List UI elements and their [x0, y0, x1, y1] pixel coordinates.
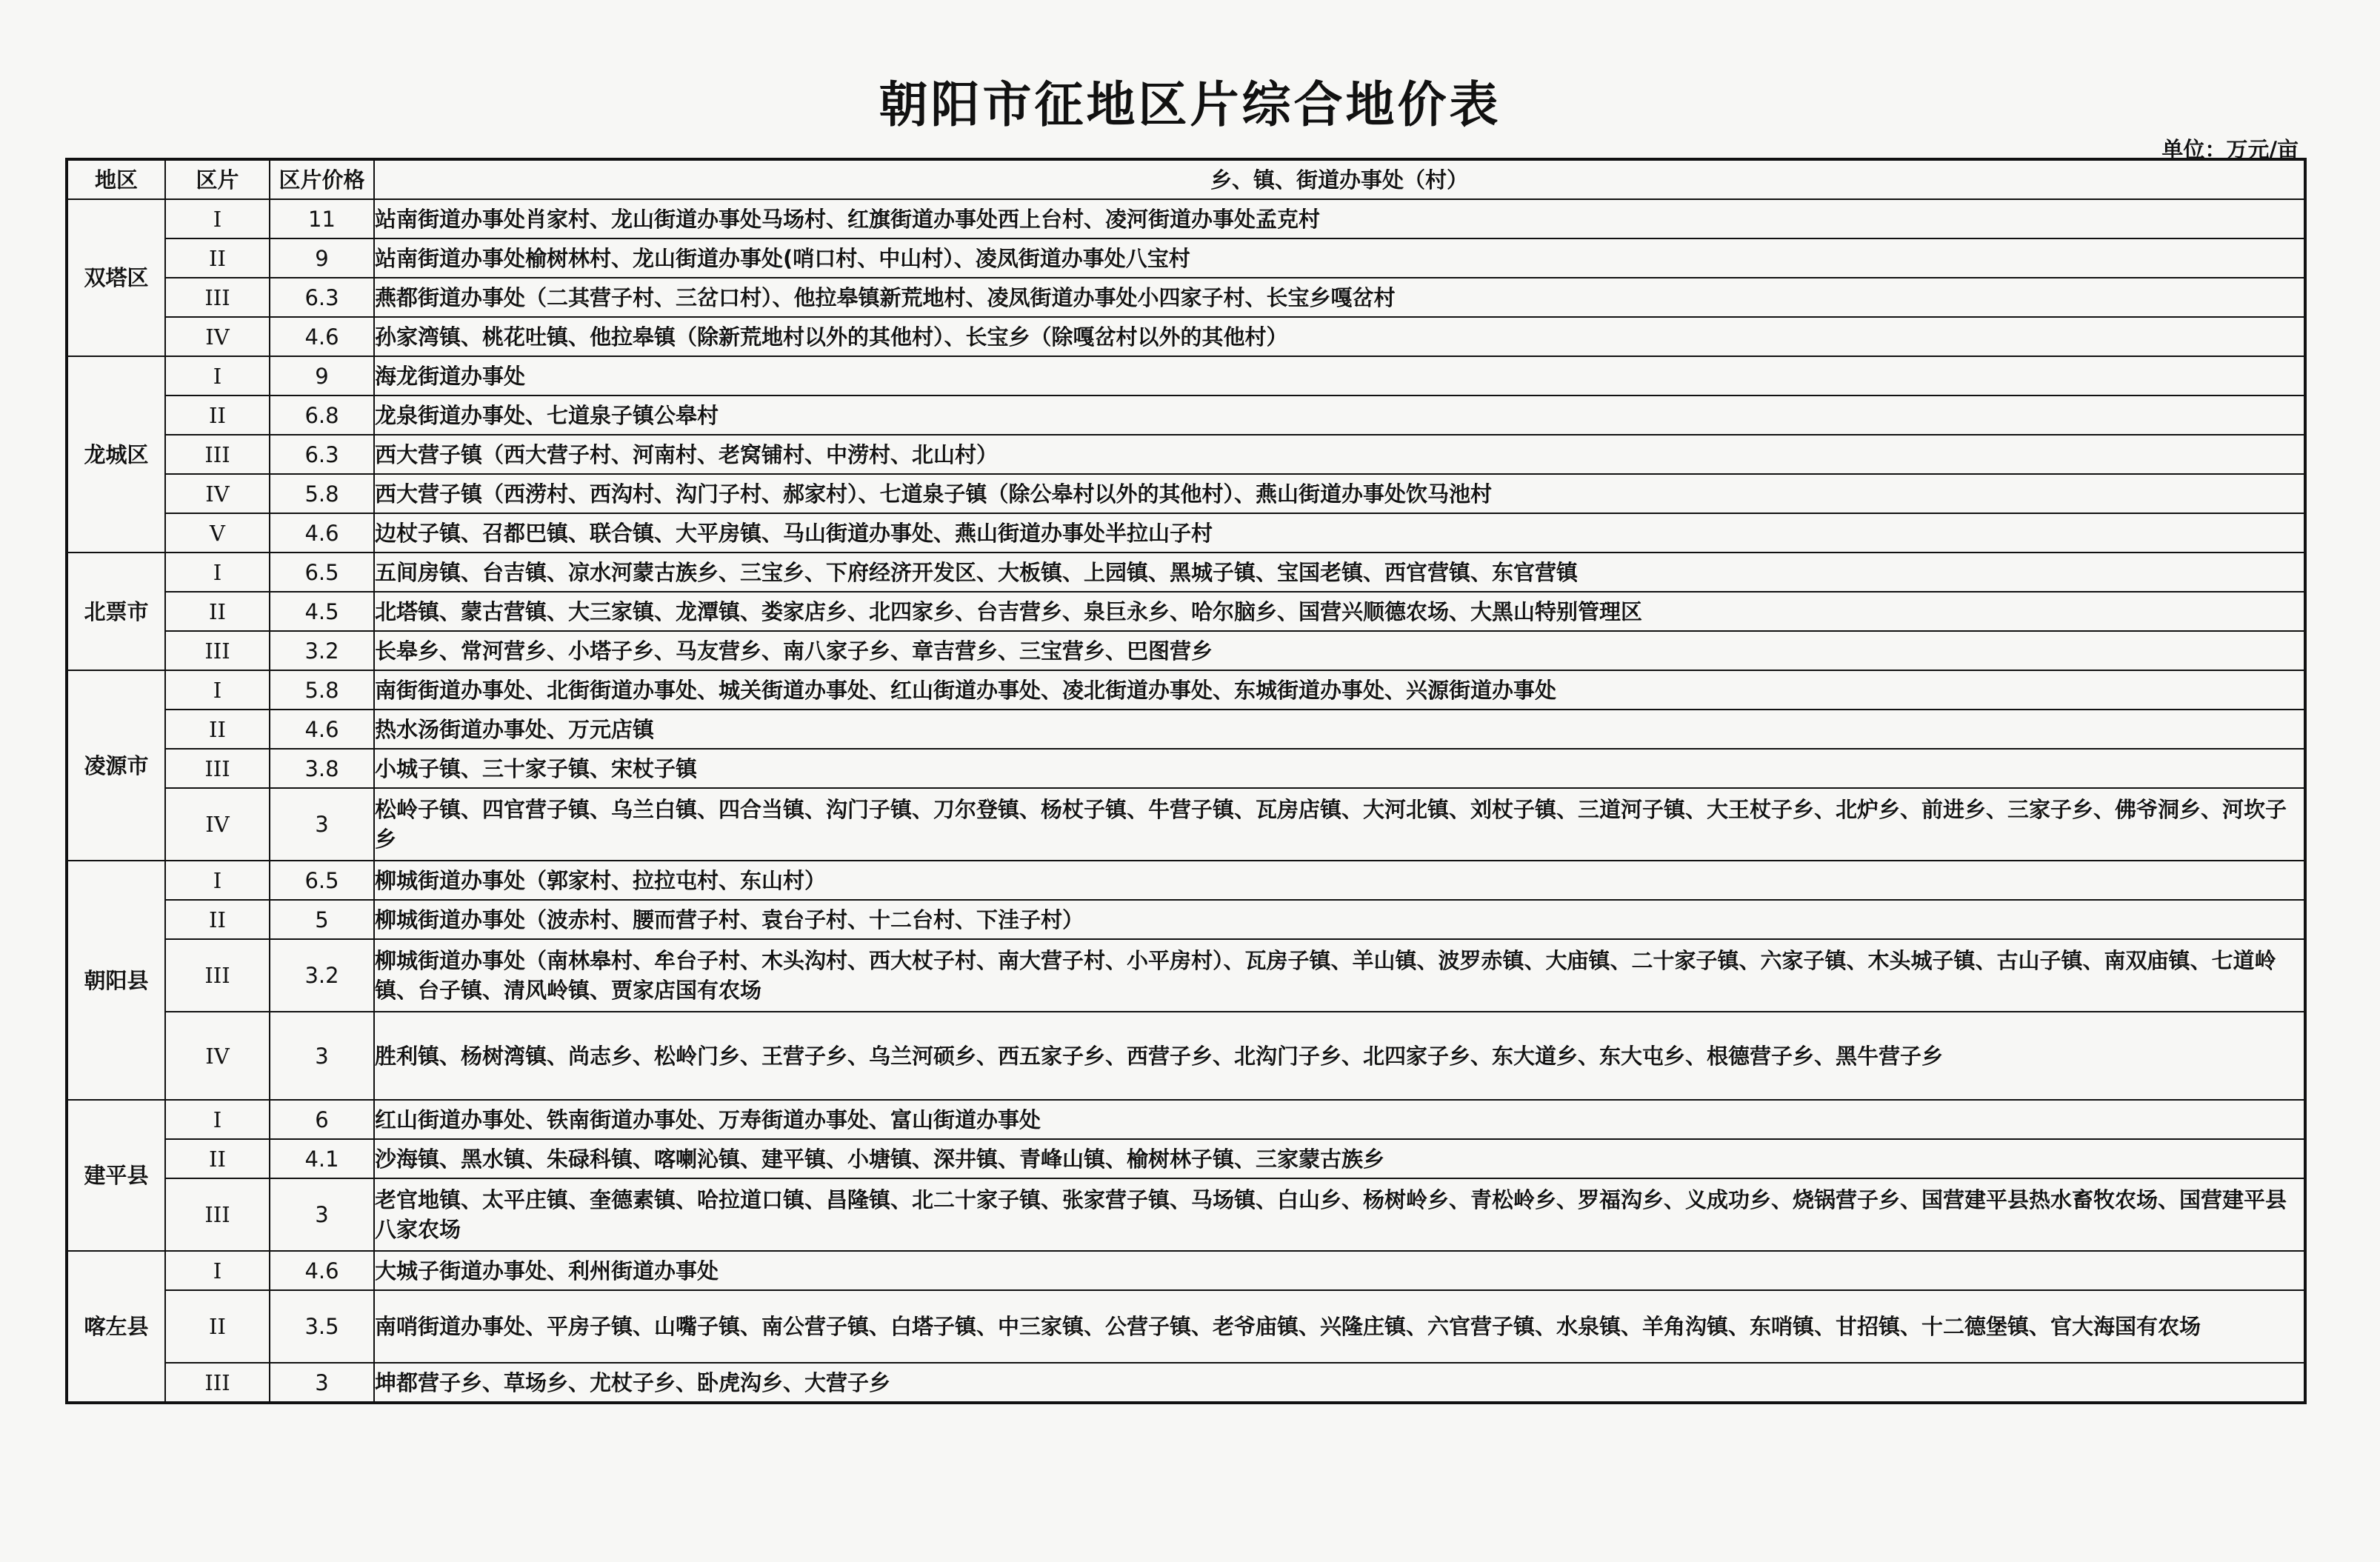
region-name: 朝阳县	[67, 861, 165, 1100]
zone-cell: II	[165, 1290, 270, 1363]
zone-cell: V	[165, 513, 270, 553]
places-cell: 孙家湾镇、桃花吐镇、他拉皋镇（除新荒地村以外的其他村）、长宝乡（除嘎岔村以外的其他村）	[374, 317, 2305, 356]
price-cell: 6.3	[270, 435, 374, 474]
places-cell: 柳城街道办事处（郭家村、拉拉屯村、东山村）	[374, 861, 2305, 900]
table-row	[67, 474, 2305, 513]
price-cell: 3.2	[270, 631, 374, 670]
zone-cell: I	[165, 1251, 270, 1290]
header-price: 区片价格	[270, 159, 374, 199]
places-cell: 小城子镇、三十家子镇、宋杖子镇	[374, 749, 2305, 788]
zone-cell: II	[165, 592, 270, 631]
zone-cell: III	[165, 631, 270, 670]
price-cell: 3	[270, 788, 374, 861]
table-row	[67, 939, 2305, 1012]
price-cell: 5.8	[270, 670, 374, 710]
places-cell: 胜利镇、杨树湾镇、尚志乡、松岭门乡、王营子乡、乌兰河硕乡、西五家子乡、西营子乡、北沟门子乡、北四家子乡、东大道乡、东大屯乡、根德营子乡、黑牛营子乡	[374, 1012, 2305, 1100]
price-cell: 6.5	[270, 553, 374, 592]
places-cell: 站南街道办事处榆树林村、龙山街道办事处(哨口村、中山村）、凌凤街道办事处八宝村	[374, 238, 2305, 278]
zone-cell: III	[165, 278, 270, 317]
table-row	[67, 199, 2305, 238]
places-cell: 热水汤街道办事处、万元店镇	[374, 710, 2305, 749]
header-zone: 区片	[165, 159, 270, 199]
places-cell: 北塔镇、蒙古营镇、大三家镇、龙潭镇、娄家店乡、北四家乡、台吉营乡、泉巨永乡、哈尔脑乡、国营兴顺德农场、大黑山特别管理区	[374, 592, 2305, 631]
places-cell: 海龙街道办事处	[374, 356, 2305, 395]
places-cell: 柳城街道办事处（波赤村、腰而营子村、袁台子村、十二台村、下洼子村）	[374, 900, 2305, 939]
price-cell: 9	[270, 238, 374, 278]
region-name: 龙城区	[67, 356, 165, 553]
places-cell: 红山街道办事处、铁南街道办事处、万寿街道办事处、富山街道办事处	[374, 1100, 2305, 1139]
places-cell: 老官地镇、太平庄镇、奎德素镇、哈拉道口镇、昌隆镇、北二十家子镇、张家营子镇、马场镇、白山乡、杨树岭乡、青松岭乡、罗福沟乡、义成功乡、烧锅营子乡、国营建平县热水畜牧农场、国营建平县八家农场	[374, 1178, 2305, 1251]
table-header-row	[67, 159, 2305, 199]
price-cell: 6.3	[270, 278, 374, 317]
table-row	[67, 749, 2305, 788]
places-cell: 坤都营子乡、草场乡、尤杖子乡、卧虎沟乡、大营子乡	[374, 1363, 2305, 1403]
region-name: 喀左县	[67, 1251, 165, 1403]
zone-cell: I	[165, 553, 270, 592]
price-cell: 4.6	[270, 513, 374, 553]
price-cell: 4.6	[270, 317, 374, 356]
table-row	[67, 395, 2305, 435]
table-row	[67, 238, 2305, 278]
price-cell: 6.5	[270, 861, 374, 900]
price-cell: 6	[270, 1100, 374, 1139]
table-row	[67, 1363, 2305, 1403]
table-row	[67, 788, 2305, 861]
table-row	[67, 317, 2305, 356]
places-cell: 站南街道办事处肖家村、龙山街道办事处马场村、红旗街道办事处西上台村、凌河街道办事处孟克村	[374, 199, 2305, 238]
zone-cell: III	[165, 435, 270, 474]
price-cell: 3	[270, 1012, 374, 1100]
table-row	[67, 435, 2305, 474]
price-cell: 3	[270, 1178, 374, 1251]
table-row	[67, 1100, 2305, 1139]
region-name: 双塔区	[67, 199, 165, 356]
land-price-table	[65, 158, 2307, 1404]
price-cell: 4.6	[270, 710, 374, 749]
places-cell: 五间房镇、台吉镇、凉水河蒙古族乡、三宝乡、下府经济开发区、大板镇、上园镇、黑城子镇、宝国老镇、西官营镇、东官营镇	[374, 553, 2305, 592]
price-cell: 4.1	[270, 1139, 374, 1178]
zone-cell: I	[165, 1100, 270, 1139]
places-cell: 大城子街道办事处、利州街道办事处	[374, 1251, 2305, 1290]
table-row	[67, 278, 2305, 317]
table-row	[67, 900, 2305, 939]
table-row	[67, 1290, 2305, 1363]
zone-cell: I	[165, 861, 270, 900]
places-cell: 松岭子镇、四官营子镇、乌兰白镇、四合当镇、沟门子镇、刀尔登镇、杨杖子镇、牛营子镇、瓦房店镇、大河北镇、刘杖子镇、三道河子镇、大王杖子乡、北炉乡、前进乡、三家子乡、佛爷洞乡、河坎子乡	[374, 788, 2305, 861]
zone-cell: IV	[165, 1012, 270, 1100]
places-cell: 南哨街道办事处、平房子镇、山嘴子镇、南公营子镇、白塔子镇、中三家镇、公营子镇、老爷庙镇、兴隆庄镇、六官营子镇、水泉镇、羊角沟镇、东哨镇、甘招镇、十二德堡镇、官大海国有农场	[374, 1290, 2305, 1363]
table-row	[67, 670, 2305, 710]
table-row	[67, 553, 2305, 592]
page-title: 朝阳市征地区片综合地价表	[879, 76, 1501, 133]
unit-label: 单位：万元/亩	[2161, 137, 2299, 162]
places-cell: 柳城街道办事处（南林皋村、牟台子村、木头沟村、西大杖子村、南大营子村、小平房村）、瓦房子镇、羊山镇、波罗赤镇、大庙镇、二十家子镇、六家子镇、木头城子镇、古山子镇、南双庙镇、七道岭镇、台子镇、清风岭镇、贾家店国有农场	[374, 939, 2305, 1012]
price-cell: 3.2	[270, 939, 374, 1012]
places-cell: 西大营子镇（西涝村、西沟村、沟门子村、郝家村）、七道泉子镇（除公皋村以外的其他村）、燕山街道办事处饮马池村	[374, 474, 2305, 513]
price-cell: 4.6	[270, 1251, 374, 1290]
zone-cell: II	[165, 710, 270, 749]
zone-cell: IV	[165, 788, 270, 861]
table-row	[67, 1251, 2305, 1290]
table-row	[67, 592, 2305, 631]
table-row	[67, 1139, 2305, 1178]
zone-cell: IV	[165, 474, 270, 513]
price-cell: 5.8	[270, 474, 374, 513]
zone-cell: III	[165, 1178, 270, 1251]
zone-cell: III	[165, 1363, 270, 1403]
zone-cell: III	[165, 749, 270, 788]
zone-cell: II	[165, 238, 270, 278]
places-cell: 边杖子镇、召都巴镇、联合镇、大平房镇、马山街道办事处、燕山街道办事处半拉山子村	[374, 513, 2305, 553]
places-cell: 沙海镇、黑水镇、朱碌科镇、喀喇沁镇、建平镇、小塘镇、深井镇、青峰山镇、榆树林子镇、三家蒙古族乡	[374, 1139, 2305, 1178]
zone-cell: I	[165, 199, 270, 238]
header-region: 地区	[67, 159, 165, 199]
table-row	[67, 861, 2305, 900]
table-row	[67, 513, 2305, 553]
region-name: 北票市	[67, 553, 165, 670]
places-cell: 南街街道办事处、北街街道办事处、城关街道办事处、红山街道办事处、凌北街道办事处、东城街道办事处、兴源街道办事处	[374, 670, 2305, 710]
price-cell: 6.8	[270, 395, 374, 435]
region-name: 凌源市	[67, 670, 165, 861]
table-row	[67, 631, 2305, 670]
places-cell: 龙泉街道办事处、七道泉子镇公皋村	[374, 395, 2305, 435]
zone-cell: II	[165, 900, 270, 939]
header-places: 乡、镇、街道办事处（村）	[374, 159, 2305, 199]
zone-cell: I	[165, 356, 270, 395]
table-row	[67, 710, 2305, 749]
places-cell: 长皋乡、常河营乡、小塔子乡、马友营乡、南八家子乡、章吉营乡、三宝营乡、巴图营乡	[374, 631, 2305, 670]
places-cell: 燕都街道办事处（二其营子村、三岔口村）、他拉皋镇新荒地村、凌凤街道办事处小四家子村、长宝乡嘎岔村	[374, 278, 2305, 317]
places-cell: 西大营子镇（西大营子村、河南村、老窝铺村、中涝村、北山村）	[374, 435, 2305, 474]
price-cell: 9	[270, 356, 374, 395]
zone-cell: I	[165, 670, 270, 710]
price-cell: 5	[270, 900, 374, 939]
price-cell: 3.5	[270, 1290, 374, 1363]
price-cell: 3	[270, 1363, 374, 1403]
region-name: 建平县	[67, 1100, 165, 1251]
table-row	[67, 1178, 2305, 1251]
table-row	[67, 356, 2305, 395]
price-cell: 4.5	[270, 592, 374, 631]
zone-cell: II	[165, 395, 270, 435]
price-cell: 3.8	[270, 749, 374, 788]
zone-cell: III	[165, 939, 270, 1012]
zone-cell: II	[165, 1139, 270, 1178]
table-row	[67, 1012, 2305, 1100]
price-cell: 11	[270, 199, 374, 238]
zone-cell: IV	[165, 317, 270, 356]
